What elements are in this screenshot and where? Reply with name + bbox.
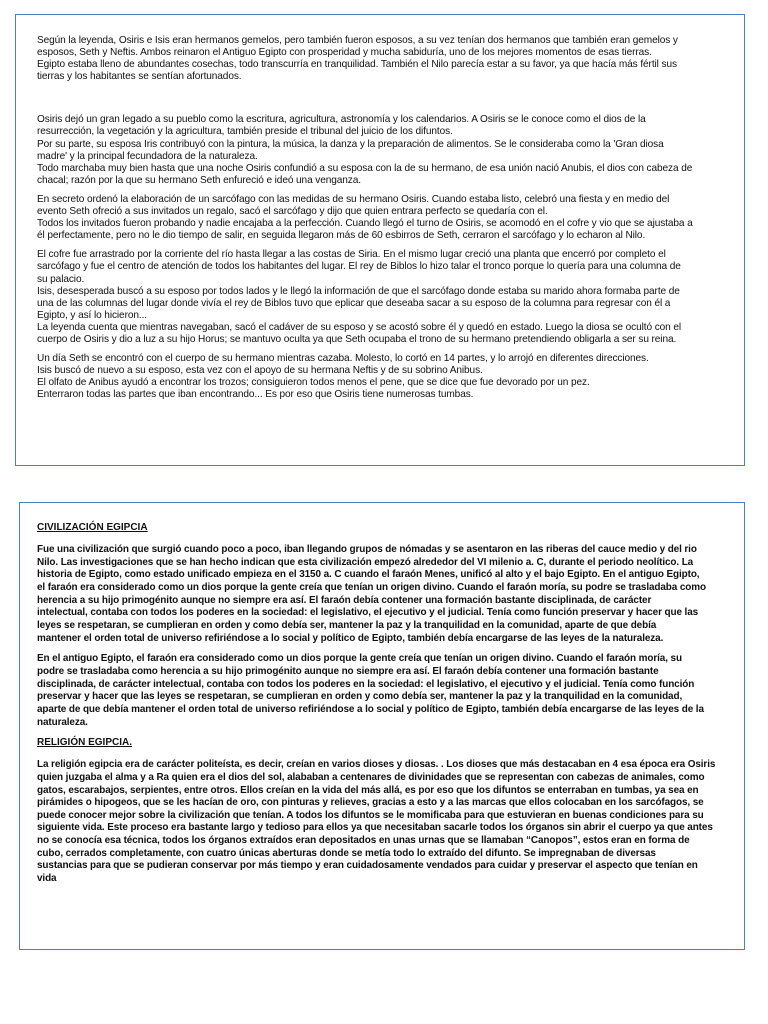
text-line: madre' y la principal fecundadora de la naturaleza. (37, 150, 258, 162)
legend-paragraph-5 (37, 353, 730, 401)
text-line: Un día Seth se encontró con el cuerpo de su hermano mientras cazaba. Molesto, lo cortó en 14 partes, y lo arrojó en diferentes direcciones. (37, 353, 649, 365)
text-line: Enterraron todas las partes que iban encontrando... Es por eso que Osiris tiene numerosas tumbas. (37, 389, 474, 401)
text-line: historia de Egipto, como estado unificado empieza en el 3150 a. C cuando el faraón Menes, unificó al alto y el bajo Egipto. En el antiguo Egipto, (37, 569, 700, 581)
text-line: cubo, cerrados completamente, con cuatro únicas aberturas donde se metía todo lo extraído del difunto. Se impregnaban de diversas (37, 847, 656, 859)
text-line: resurrección, la vegetación y la agricultura, también preside el tribunal del juicio de los difuntos. (37, 126, 453, 138)
text-line: chacal; razón por la que su hermano Seth enfureció e ideó una venganza. (37, 174, 361, 186)
legend-text-box (15, 14, 745, 466)
legend-paragraph-3 (37, 194, 730, 242)
text-line: Isis buscó de nuevo a su esposo, esta vez con el apoyo de su hermana Neftis y de su sobrino Anibus. (37, 365, 483, 377)
section-heading-religion: RELIGIÓN EGIPCIA. (37, 737, 133, 749)
text-line: Isis, desesperada buscó a su esposo por todos lados y le llegó la información de que el sarcófago donde estaba su marido ahora formaba parte de (37, 285, 680, 297)
text-line: herencia a su hijo primogénito aunque no siempre era así. El faraón debía contener una formación bastante disciplinada, de carácter (37, 594, 652, 606)
legend-paragraph-4 (37, 249, 730, 346)
text-line: siguiente vida. Este proceso era bastante largo y tedioso para ellos ya que necesitaban sacarle todos los órganos sin abrir el cuerpo ya que antes (37, 822, 713, 834)
text-line: Egipto, y así lo hicieron... (37, 309, 147, 321)
text-line: disciplinada, de carácter intelectual, contaba con todos los poderes en la sociedad: el legislativo, el ejecutivo y el judicial. Tenía como función (37, 678, 695, 690)
text-line: tierras y los habitantes se sentían afortunados. (37, 71, 242, 83)
text-line: Fue una civilización que surgió cuando poco a poco, iban llegando grupos de nómadas y se asentaron en las riberas del cauce medio y del rio (37, 544, 697, 555)
text-line: En secreto ordenó la elaboración de un sarcófago con las medidas de su hermano Osiris. Cuando estaba listo, celebró una fiesta y en medio del (37, 193, 670, 205)
text-line: sarcófago y fue el centro de atención de todos los habitantes del lugar. El rey de Biblos lo hizo talar el tronco porque lo quería para una columna de (37, 261, 681, 273)
section-heading-civilization: CIVILIZACIÓN EGIPCIA (37, 522, 148, 533)
text-line: Osiris dejó un gran legado a su pueblo como la escritura, agricultura, astronomía y los calendarios. A Osiris se le conoce como el dios de la (37, 114, 646, 126)
civilization-paragraph-1 (37, 544, 730, 645)
text-line: Por su parte, su esposa Iris contribuyó con la pintura, la música, la danza y la preparación de alimentos. Se le consideraba como la 'Gran diosa (37, 138, 664, 150)
text-line: sustancias para que se pudieran conservar por más tiempo y eran cuidadosamente vendados para cuidar y preservar el aspecto que tenían en (37, 860, 698, 872)
text-line: evento Seth ofreció a sus invitados un regalo, sacó el sarcófago y dijo que quien entrara perfecto se quedaría con el. (37, 206, 548, 218)
text-line: mantener el orden total de universo refiriéndose a lo social y político de Egipto, también debía encargarse de las leyes de la naturaleza. (37, 632, 664, 644)
text-line: aparte de que debía mantener el orden total de universo refiriéndose a lo social y político de Egipto, también debía encargarse de las leyes de la (37, 703, 704, 715)
text-line: puede conocer mejor sobre la civilización que tenían. A todos los difuntos se le momificaba para que estuvieran en buenas condiciones para su (37, 809, 704, 821)
text-line: vida (37, 873, 57, 885)
text-line: Todo marchaba muy bien hasta que una noche Osiris confundió a su esposa con la de su hermano, de esa unión nació Anubis, el dios con cabeza de (37, 162, 693, 174)
text-line: Egipto estaba lleno de abundantes cosechas, todo transcurría en tranquilidad. También el Nilo parecía estar a su favor, ya que hacía más fértil sus (37, 59, 677, 71)
text-line: una de las columnas del lugar donde vivía el rey de Biblos tuvo que eplicar que deseaba sacar a su esposo de la columna para regresar con él a (37, 297, 671, 309)
text-line: Según la leyenda, Osiris e Isis eran hermanos gemelos, pero también fueron esposos, a su vez tenían dos hermanos que también eran gemelos y (37, 35, 678, 46)
text-line: La leyenda cuenta que mientras navegaban, sacó el cadáver de su esposo y se acostó sobre él y quedó en estado. Luego la diosa se ocultó con el (37, 321, 682, 333)
text-line: El cofre fue arrastrado por la corriente del río hasta llegar a las costas de Siria. En el mismo lugar creció una planta que encerró por completo el (37, 249, 666, 261)
text-line: pirámides o hipogeos, que se les hacían de oro, con pinturas y relieves, gracias a esto y a las marcas que ellos colocaban en los sarcófagos, se (37, 797, 704, 809)
text-line: Nilo. Las investigaciones que se han hecho indican que esta civilización empezó alrededor del VI milenio a. C, durante el periodo neolítico. La (37, 556, 694, 568)
text-line: Todos los invitados fueron probando y nadie encajaba a la perfección. Cuando llegó el turno de Osiris, se acomodó en el cofre y vio que se ajustaba a (37, 218, 693, 230)
text-line: quien juzgaba el alma y a Ra quien era el dios del sol, alababan a centenares de divinidades que se representan con cabezas de animales, como (37, 771, 705, 783)
text-line: podre se trasladaba como herencia a su hijo primogénito aunque no siempre era así. El faraón debía contener una formación bastante (37, 665, 659, 677)
text-line: cuerpo de Osiris y dio a luz a su hijo Horus; se mantuvo oculta ya que Seth ocupaba el trono de su hermano pretendiendo obligarla a ser su reina. (37, 333, 677, 345)
religion-paragraph (37, 759, 730, 886)
text-line: no se conocía esa técnica, todos los órganos extraídos eran depositados en unas urnas que se llamaban “Canopos”, estos eran en forma de (37, 835, 690, 847)
text-line: preservar y hacer que las leyes se respetaran, se cumplieran en orden y como debía ser, mantener la paz y la tranquilidad en la comunidad, (37, 691, 683, 703)
text-line: el faraón era considerado como un dios porque la gente creía que tenían un origen divino. Cuando el faraón moría, su podre se trasladaba como (37, 581, 706, 593)
legend-paragraph-1 (37, 35, 730, 83)
text-line: gatos, escarabajos, serpientes, entre otros. Ellos creían en la vida del más allá, es por eso que los difuntos se enterraban en tumbas, ya sea en (37, 784, 699, 796)
text-line: él perfectamente, pero no le dio tiempo de salir, en seguida llegaron más de 60 esbirros de Seth, cerraron el sarcófago y lo echaron al Nilo. (37, 230, 646, 242)
text-line: naturaleza. (37, 716, 88, 728)
text-line: El olfato de Anibus ayudó a encontrar los trozos; consiguieron todos menos el pene, que se dice que fue devorado por un pez. (37, 377, 590, 389)
civilization-paragraph-2 (37, 653, 730, 729)
text-line: En el antiguo Egipto, el faraón era considerado como un dios porque la gente creía que tenían un origen divino. Cuando el faraón moría, su (37, 653, 682, 665)
text-line: esposos, Seth y Neftis. Ambos reinaron el Antiguo Egipto con prosperidad y mucha sabiduría, uno de los mejores momentos de esas tierras. (37, 47, 652, 59)
civilization-text-box (19, 502, 745, 950)
text-line: La religión egipcia era de carácter politeísta, es decir, creían en varios dioses y diosas. . Los dioses que más destacaban en 4 esa época era Osiris (37, 759, 716, 771)
text-line: leyes se respetaran, se cumplieran en orden y como debía ser, mantener la paz y la tranquilidad en la comunidad, aparte de que debía (37, 619, 657, 631)
text-line: su palacio. (37, 273, 85, 285)
text-line: intelectual, contaba con todos los poderes en la sociedad: el legislativo, el ejecutivo y el judicial. Tenía como función preservar y hacer que las (37, 607, 699, 619)
legend-paragraph-2 (37, 114, 730, 187)
